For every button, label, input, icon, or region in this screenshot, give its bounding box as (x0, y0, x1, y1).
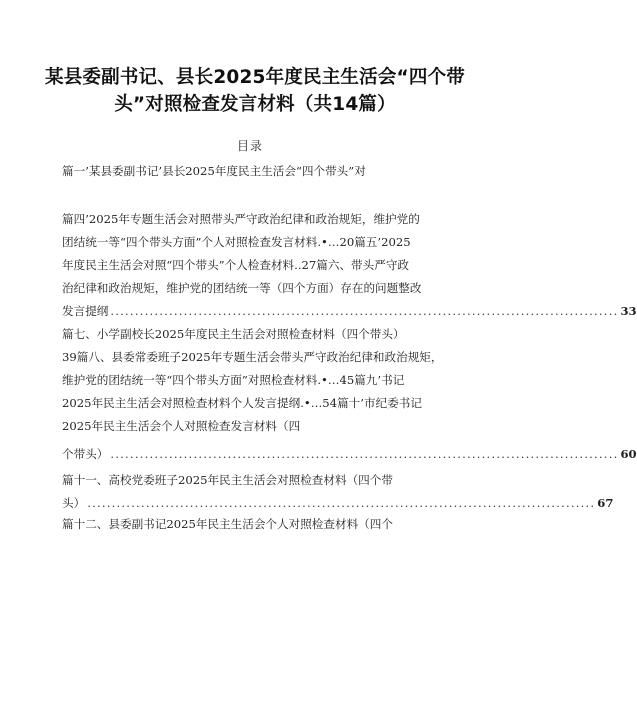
toc-entry-10-cont: 2025年民主生活会个人对照检查发言材料（四 (62, 419, 301, 433)
toc-entry-9-cont: 2025年民主生活会对照检查材料个人发言提纲.•…54篇十’市纪委书记 (62, 396, 422, 410)
toc-entry-7: 篇七、小学副校长2025年度民主生活会对照检查材料（四个带头） (62, 327, 405, 341)
toc-entry-12: 篇十二、县委副书记2025年民主生活会个人对照检查材料（四个 (62, 517, 393, 531)
document-title-line-2: 头”对照检查发言材料（共14篇） (114, 94, 396, 115)
toc-entry-6-end (62, 303, 637, 319)
toc-entry-8: 39篇八、县委常委班子2025年专题生活会带头严守政治纪律和政治规矩， (62, 350, 443, 364)
toc-entry-6-text: 发言提纲 (62, 304, 109, 318)
toc-heading: 目录 (236, 139, 263, 153)
toc-leader-dots: ........................................................................................................ (87, 496, 596, 510)
toc-entry-1: 篇一’某县委副书记’县长2025年度民主生活会“四个带头”对 (62, 164, 366, 178)
toc-entry-4-cont: 团结统一等“四个带头方面”个人对照检查发言材料.•…20篇五’2025 (62, 235, 411, 249)
toc-page-number: 60 (620, 447, 637, 461)
toc-entry-4: 篇四’2025年专题生活会对照带头严守政治纪律和政治规矩，维护党的 (62, 212, 420, 226)
document-title-line-1: 某县委副书记、县长2025年度民主生活会“四个带 (45, 67, 465, 88)
toc-entry-6-cont: 治纪律和政治规矩，维护党的团结统一等（四个方面）存在的问题整改 (62, 281, 422, 295)
toc-entry-11-text: 头） (62, 496, 86, 510)
toc-page-number: 67 (597, 496, 614, 510)
toc-entry-8-cont: 维护党的团结统一等“四个带头方面”对照检查材料.•…45篇九’书记 (62, 373, 405, 387)
toc-leader-dots: ........................................................................................................ (110, 447, 619, 461)
toc-entry-10-end (62, 446, 637, 462)
toc-entry-11: 篇十一、高校党委班子2025年民主生活会对照检查材料（四个带 (62, 473, 393, 487)
toc-entry-11-end (62, 495, 614, 511)
toc-page-number: 33 (620, 304, 637, 318)
toc-entry-5-cont: 年度民主生活会对照“四个带头”个人检查材料..27篇六、带头严守政 (62, 258, 410, 272)
toc-entry-10-text: 个带头） (62, 447, 109, 461)
toc-leader-dots: ........................................................................................................ (110, 304, 619, 318)
